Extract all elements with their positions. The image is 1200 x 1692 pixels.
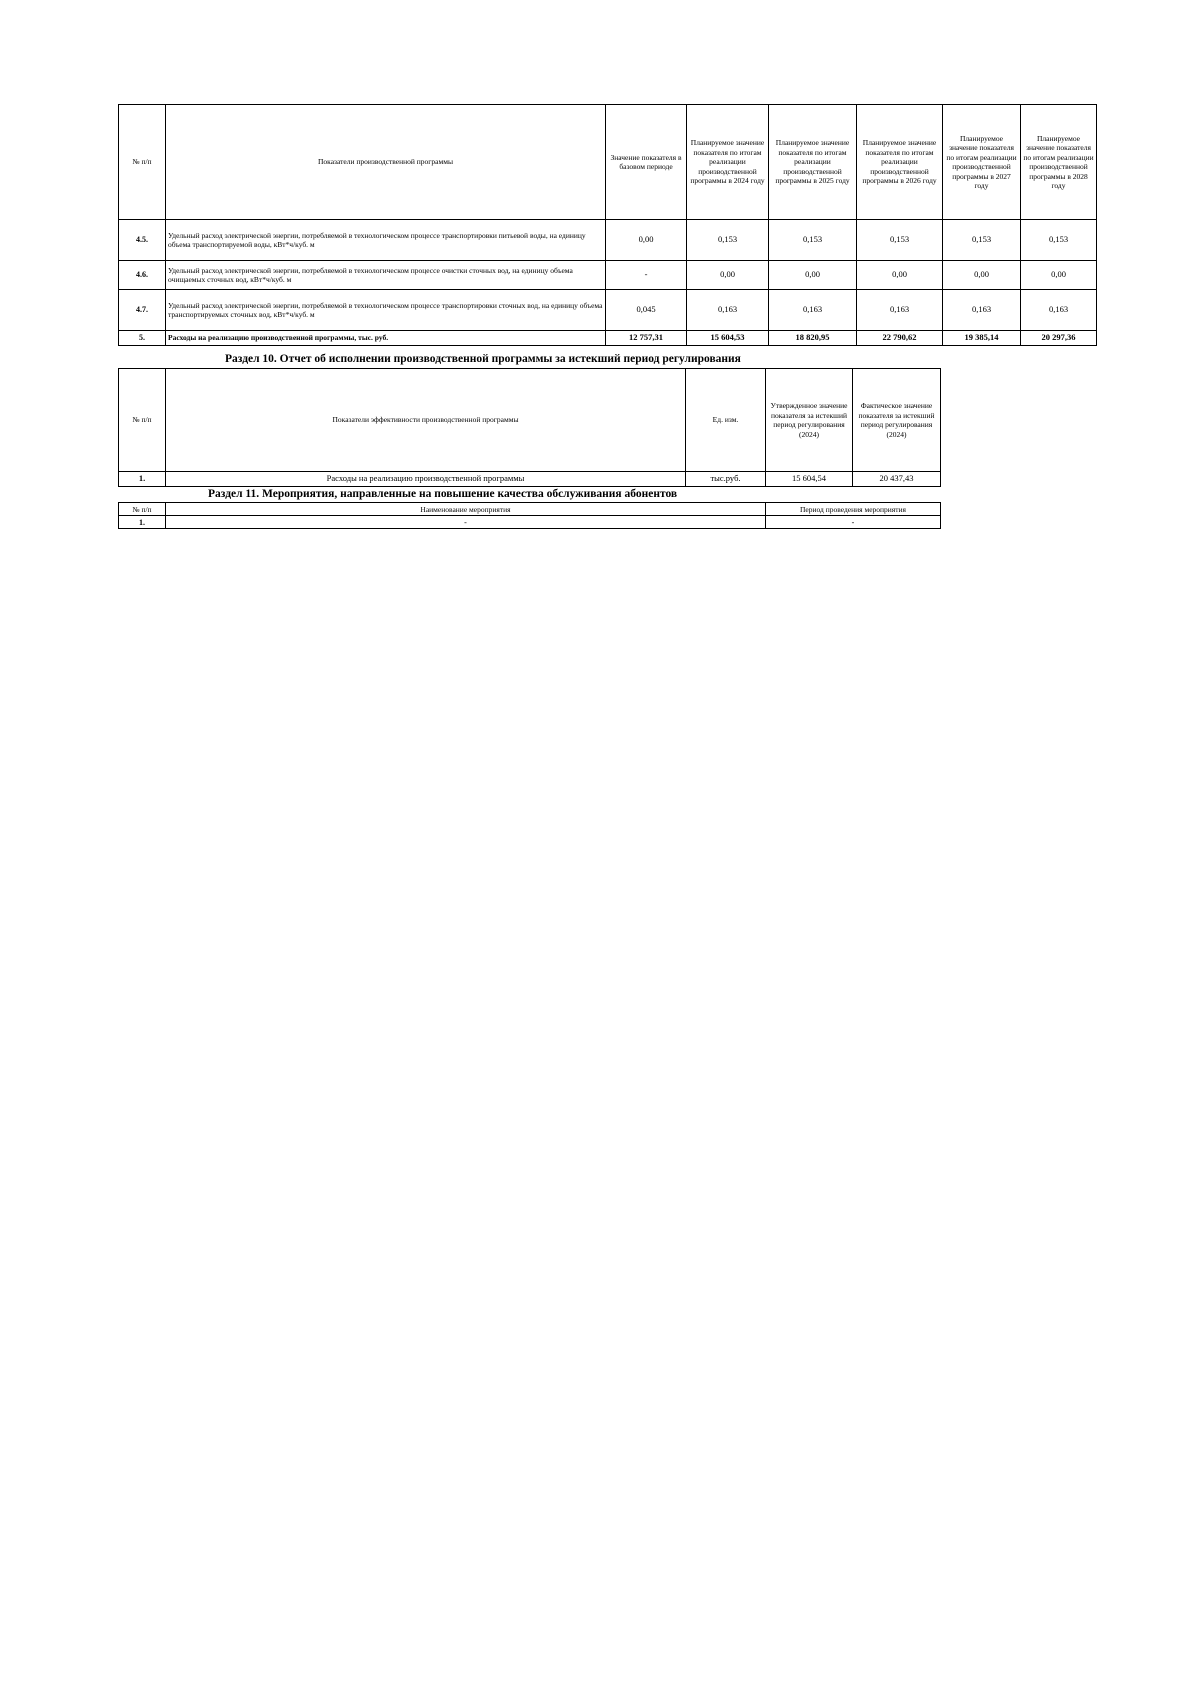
header-cell: Планируемое значение показателя по итогам реализации производственной программы в 2028 году — [1021, 105, 1097, 220]
header-cell: Планируемое значение показателя по итогам реализации производственной программы в 2024 году — [687, 105, 769, 220]
value-cell: 0,153 — [857, 220, 943, 261]
value-cell: 0,00 — [606, 220, 687, 261]
value-cell: 0,153 — [943, 220, 1021, 261]
header-cell: Утвержденное значение показателя за истекший период регулирования (2024) — [766, 369, 853, 472]
section-10-title: Раздел 10. Отчет об исполнении производственной программы за истекший период регулирования — [225, 353, 741, 365]
value-cell: 0,045 — [606, 290, 687, 331]
indicator-name: Удельный расход электрической энергии, потребляемой в технологическом процессе транспортировки сточных вод, на единицу объема транспортируемых сточных вод, кВт*ч/куб. м — [166, 290, 606, 331]
row-number: 4.7. — [119, 290, 166, 331]
value-cell: 15 604,53 — [687, 331, 769, 346]
value-cell: 0,00 — [1021, 261, 1097, 290]
unit-cell: тыс.руб. — [686, 472, 766, 487]
header-cell: Ед. изм. — [686, 369, 766, 472]
table-row — [119, 331, 1097, 346]
section-10-table — [118, 368, 941, 487]
indicator-name: Расходы на реализацию производственной программы, тыс. руб. — [166, 331, 606, 346]
header-cell: Период проведения мероприятия — [766, 503, 941, 516]
row-number: 4.6. — [119, 261, 166, 290]
row-number: 1. — [119, 516, 166, 529]
row-number: 4.5. — [119, 220, 166, 261]
table-row — [119, 220, 1097, 261]
header-cell: Фактическое значение показателя за истекший период регулирования (2024) — [853, 369, 941, 472]
header-cell: Планируемое значение показателя по итогам реализации производственной программы в 2026 году — [857, 105, 943, 220]
header-cell: Планируемое значение показателя по итогам реализации производственной программы в 2027 году — [943, 105, 1021, 220]
value-cell: 22 790,62 — [857, 331, 943, 346]
value-cell: 0,163 — [769, 290, 857, 331]
header-cell: Показатели производственной программы — [166, 105, 606, 220]
header-cell: Показатели эффективности производственной программы — [166, 369, 686, 472]
table-header-row — [119, 503, 941, 516]
table-row — [119, 261, 1097, 290]
value-cell: 18 820,95 — [769, 331, 857, 346]
value-cell: 0,163 — [943, 290, 1021, 331]
header-cell: № п/п — [119, 105, 166, 220]
actual-value: 20 437,43 — [853, 472, 941, 487]
value-cell: 0,00 — [857, 261, 943, 290]
production-indicators-table — [118, 104, 1097, 346]
header-cell: Значение показателя в базовом периоде — [606, 105, 687, 220]
row-number: 5. — [119, 331, 166, 346]
value-cell: 20 297,36 — [1021, 331, 1097, 346]
table-row — [119, 472, 941, 487]
value-cell: 0,153 — [769, 220, 857, 261]
section-11-title: Раздел 11. Мероприятия, направленные на повышение качества обслуживания абонентов — [208, 488, 678, 500]
header-cell: Планируемое значение показателя по итогам реализации производственной программы в 2025 году — [769, 105, 857, 220]
table-row — [119, 290, 1097, 331]
value-cell: - — [606, 261, 687, 290]
measure-name: - — [166, 516, 766, 529]
approved-value: 15 604,54 — [766, 472, 853, 487]
section-11-table — [118, 502, 941, 529]
header-cell: № п/п — [119, 369, 166, 472]
header-cell: № п/п — [119, 503, 166, 516]
table-header-row — [119, 369, 941, 472]
table-row — [119, 516, 941, 529]
value-cell: 0,00 — [769, 261, 857, 290]
value-cell: 0,163 — [1021, 290, 1097, 331]
header-cell: Наименование мероприятия — [166, 503, 766, 516]
indicator-name: Расходы на реализацию производственной программы — [166, 472, 686, 487]
value-cell: 0,153 — [1021, 220, 1097, 261]
row-number: 1. — [119, 472, 166, 487]
indicator-name: Удельный расход электрической энергии, потребляемой в технологическом процессе очистки сточных вод, на единицу объема очищаемых сточных вод, кВт*ч/куб. м — [166, 261, 606, 290]
value-cell: 0,153 — [687, 220, 769, 261]
table-header-row — [119, 105, 1097, 220]
value-cell: 12 757,31 — [606, 331, 687, 346]
value-cell: 0,00 — [687, 261, 769, 290]
measure-period: - — [766, 516, 941, 529]
value-cell: 0,00 — [943, 261, 1021, 290]
value-cell: 19 385,14 — [943, 331, 1021, 346]
value-cell: 0,163 — [687, 290, 769, 331]
indicator-name: Удельный расход электрической энергии, потребляемой в технологическом процессе транспортировки питьевой воды, на единицу объема транспортируемой воды, кВт*ч/куб. м — [166, 220, 606, 261]
value-cell: 0,163 — [857, 290, 943, 331]
